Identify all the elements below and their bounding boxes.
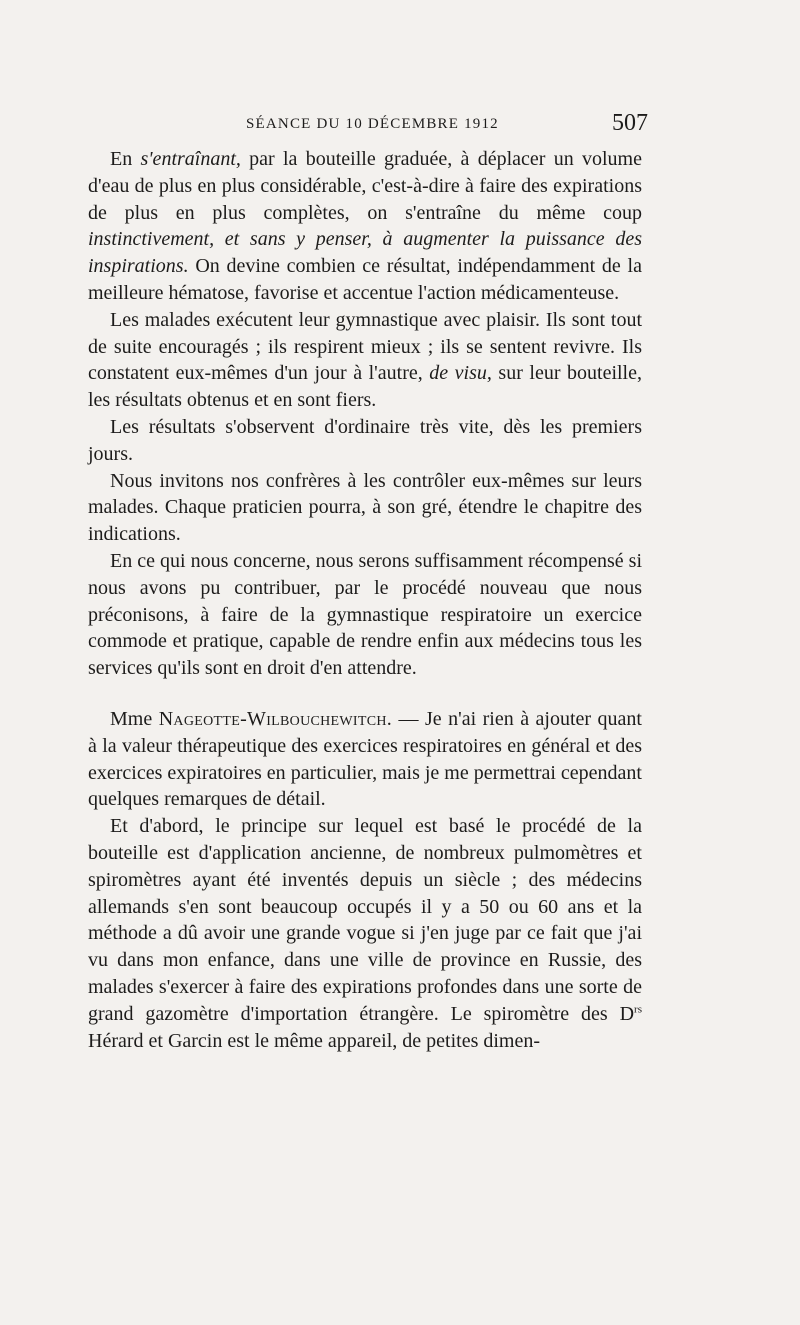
p2-text-a: Les malades exécutent leur gymnastique avec plaisir. Ils sont tout de suite encouragés ; ils respirent mieux ; ils se sentent revivre. Ils constatent eux-mêmes d'un jour à l'autre, [88,308,642,385]
paragraph-6 [88,706,642,813]
running-title: SÉANCE DU 10 DÉCEMBRE 1912 [246,116,499,132]
p2-text-c: sur leur bouteille, les résultats obtenus et en sont fiers. [88,362,642,412]
speaker-name: Nageotte-Wilbouchewitch. [158,707,393,730]
paragraph-5: En ce qui nous concerne, nous serons suffisamment récompensé si nous avons pu contribuer, par le procédé nouveau que nous préconisons, à faire de la gymnastique respiratoire un exercice commode et pratique, capable de rendre enfin aux médecins tous les services qu'ils sont en droit d'en attendre. [88,549,642,680]
paragraph-4: Nous invitons nos confrères à les contrôler eux-mêmes sur leurs malades. Chaque praticien pourra, à son gré, étendre le chapitre des indications. [88,469,642,546]
p2-italic-de-visu: de visu, [429,362,492,385]
p7-text-c: Hérard et Garcin est le même appareil, de petites dimen- [88,1029,541,1052]
p1-text-e: On devine combien ce résultat, indépendamment de la meilleure hématose, favorise et accentue l'action médicamenteuse. [88,255,642,304]
paragraph-7 [88,813,642,1054]
paragraph-2 [88,307,642,414]
p6-text-a: Mme [110,707,159,730]
page-number: 507 [612,110,648,136]
p1-text-c: par la bouteille graduée, à déplacer un volume d'eau de plus en plus considérable, c'est-à-dire à faire des expirations de plus en plus complètes, on s'entraîne du même coup [88,148,642,224]
p6-text-c: — Je n'ai rien à ajouter quant à la valeur thérapeutique des exercices respiratoires en général et des exercices expiratoires en particulier, mais je me permettrai cependant quelques remarques de détail. [88,707,642,811]
paragraph-1 [88,146,642,307]
body-text [88,146,642,1054]
p1-italic-entrainant: s'entraînant, [140,148,241,170]
p7-text-a: Et d'abord, le principe sur lequel est basé le procédé de la bouteille est d'application ancienne, de nombreux pulmomètres et spiromètres ayant été inventés depuis un siècle ; des médecins allemands s'en sont beaucoup occupés il y a 50 ou 60 ans et la méthode a dû avoir une grande vogue si j'en juge par ce fait que j'ai vu dans mon enfance, dans une ville de province en Russie, des malades s'exercer à faire des expirations profondes dans une sorte de grand gazomètre d'importation étrangère. Le spiromètre des D [88,815,642,1025]
paragraph-3: Les résultats s'observent d'ordinaire très vite, dès les premiers jours. [88,415,642,465]
p1-italic-instinctivement: instinctivement, et sans y penser, à augmenter la puissance des inspirations. [88,228,642,278]
p1-text-a: En [110,148,141,170]
page-header [0,110,800,144]
p7-superscript: rs [634,1003,642,1016]
